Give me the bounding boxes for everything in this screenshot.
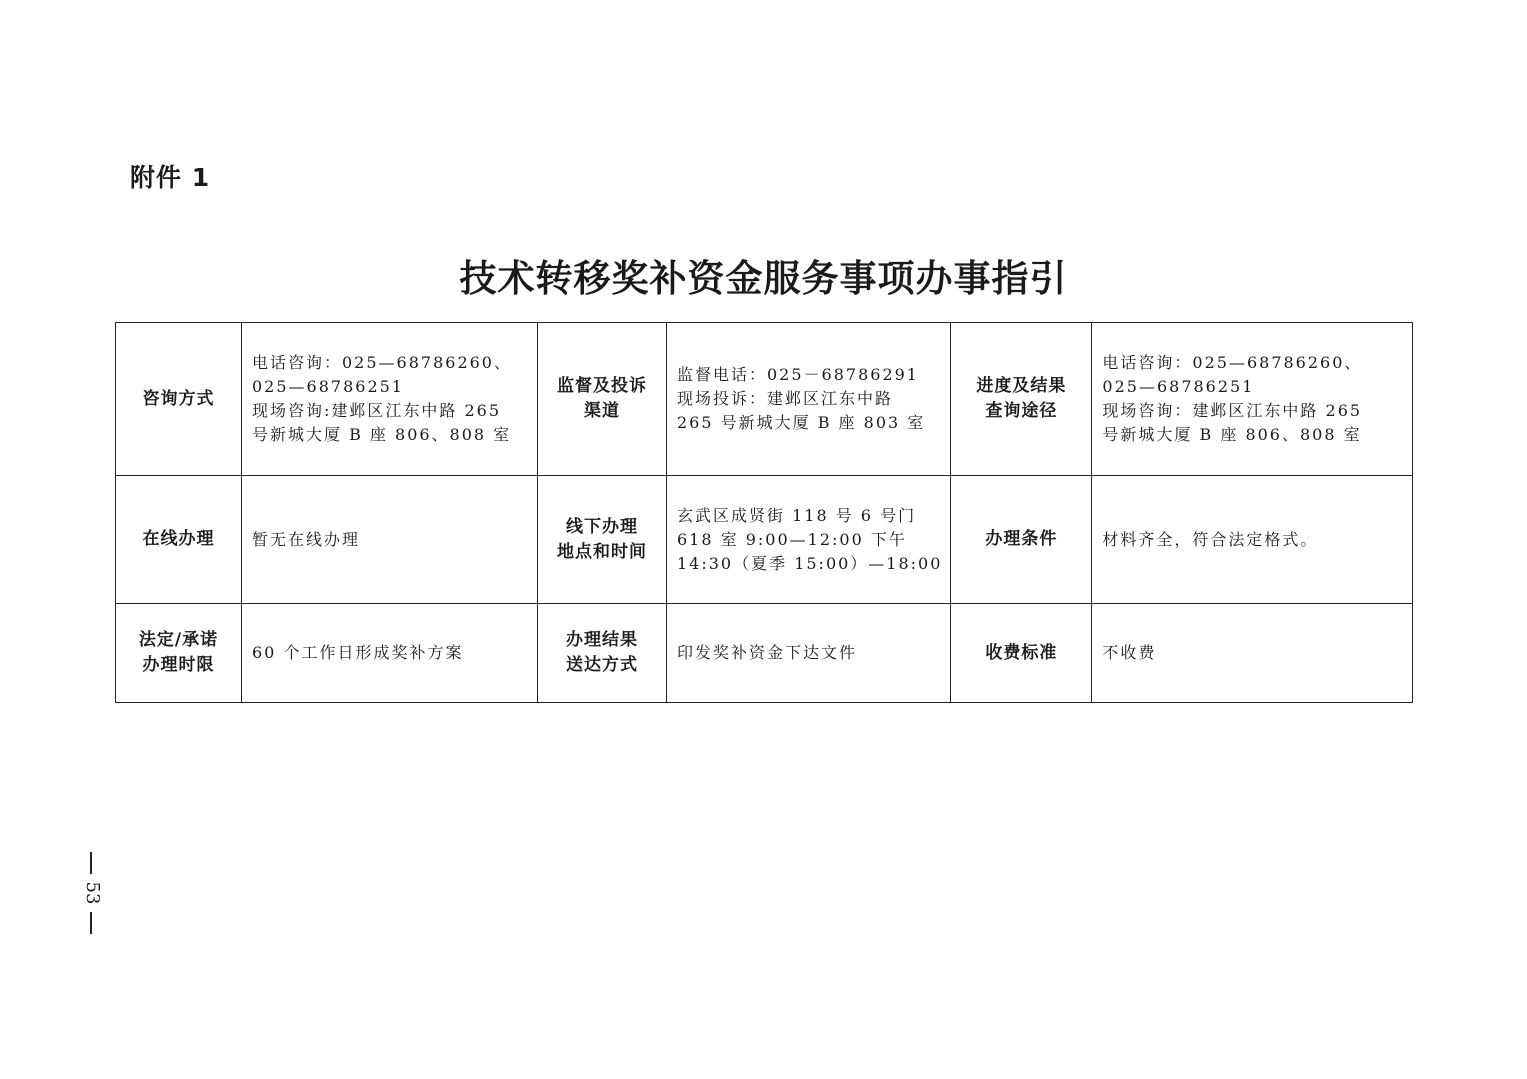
service-guide-table [115,322,1413,703]
label-consultation-method: 咨询方式 [116,323,242,476]
value-consultation-method: 电话咨询：025—68786260、 025—68786251 现场咨询:建邺区江东中路 265 号新城大厦 B 座 806、808 室 [242,323,538,476]
value-fee-standard: 不收费 [1092,604,1413,703]
value-supervision-complaint: 监督电话：025－68786291 现场投诉：建邺区江东中路 265 号新城大厦 B 座 803 室 [667,323,951,476]
label-progress-query: 进度及结果 查询途径 [951,323,1092,476]
table-row [116,323,1413,476]
label-handling-conditions: 办理条件 [951,476,1092,604]
value-progress-query: 电话咨询：025—68786260、 025—68786251 现场咨询：建邺区江东中路 265 号新城大厦 B 座 806、808 室 [1092,323,1413,476]
table-row [116,476,1413,604]
value-online-handling: 暂无在线办理 [242,476,538,604]
attachment-label: 附件 1 [130,163,211,192]
value-result-delivery: 印发奖补资金下达文件 [667,604,951,703]
page-number-dash-top [90,852,92,874]
label-offline-location-time: 线下办理 地点和时间 [538,476,667,604]
label-result-delivery: 办理结果 送达方式 [538,604,667,703]
table-row [116,604,1413,703]
value-handling-conditions: 材料齐全，符合法定格式。 [1092,476,1413,604]
value-time-limit: 60 个工作日形成奖补方案 [242,604,538,703]
label-time-limit: 法定/承诺 办理时限 [116,604,242,703]
page-number: 53 [82,881,103,905]
page-number-dash-bottom [90,912,92,934]
document-title: 技术转移奖补资金服务事项办事指引 [459,257,1068,300]
label-online-handling: 在线办理 [116,476,242,604]
label-supervision-complaint: 监督及投诉 渠道 [538,323,667,476]
value-offline-location-time: 玄武区成贤街 118 号 6 号门 618 室 9:00—12:00 下午 14:30（夏季 15:00）—18:00 [667,476,951,604]
label-fee-standard: 收费标准 [951,604,1092,703]
